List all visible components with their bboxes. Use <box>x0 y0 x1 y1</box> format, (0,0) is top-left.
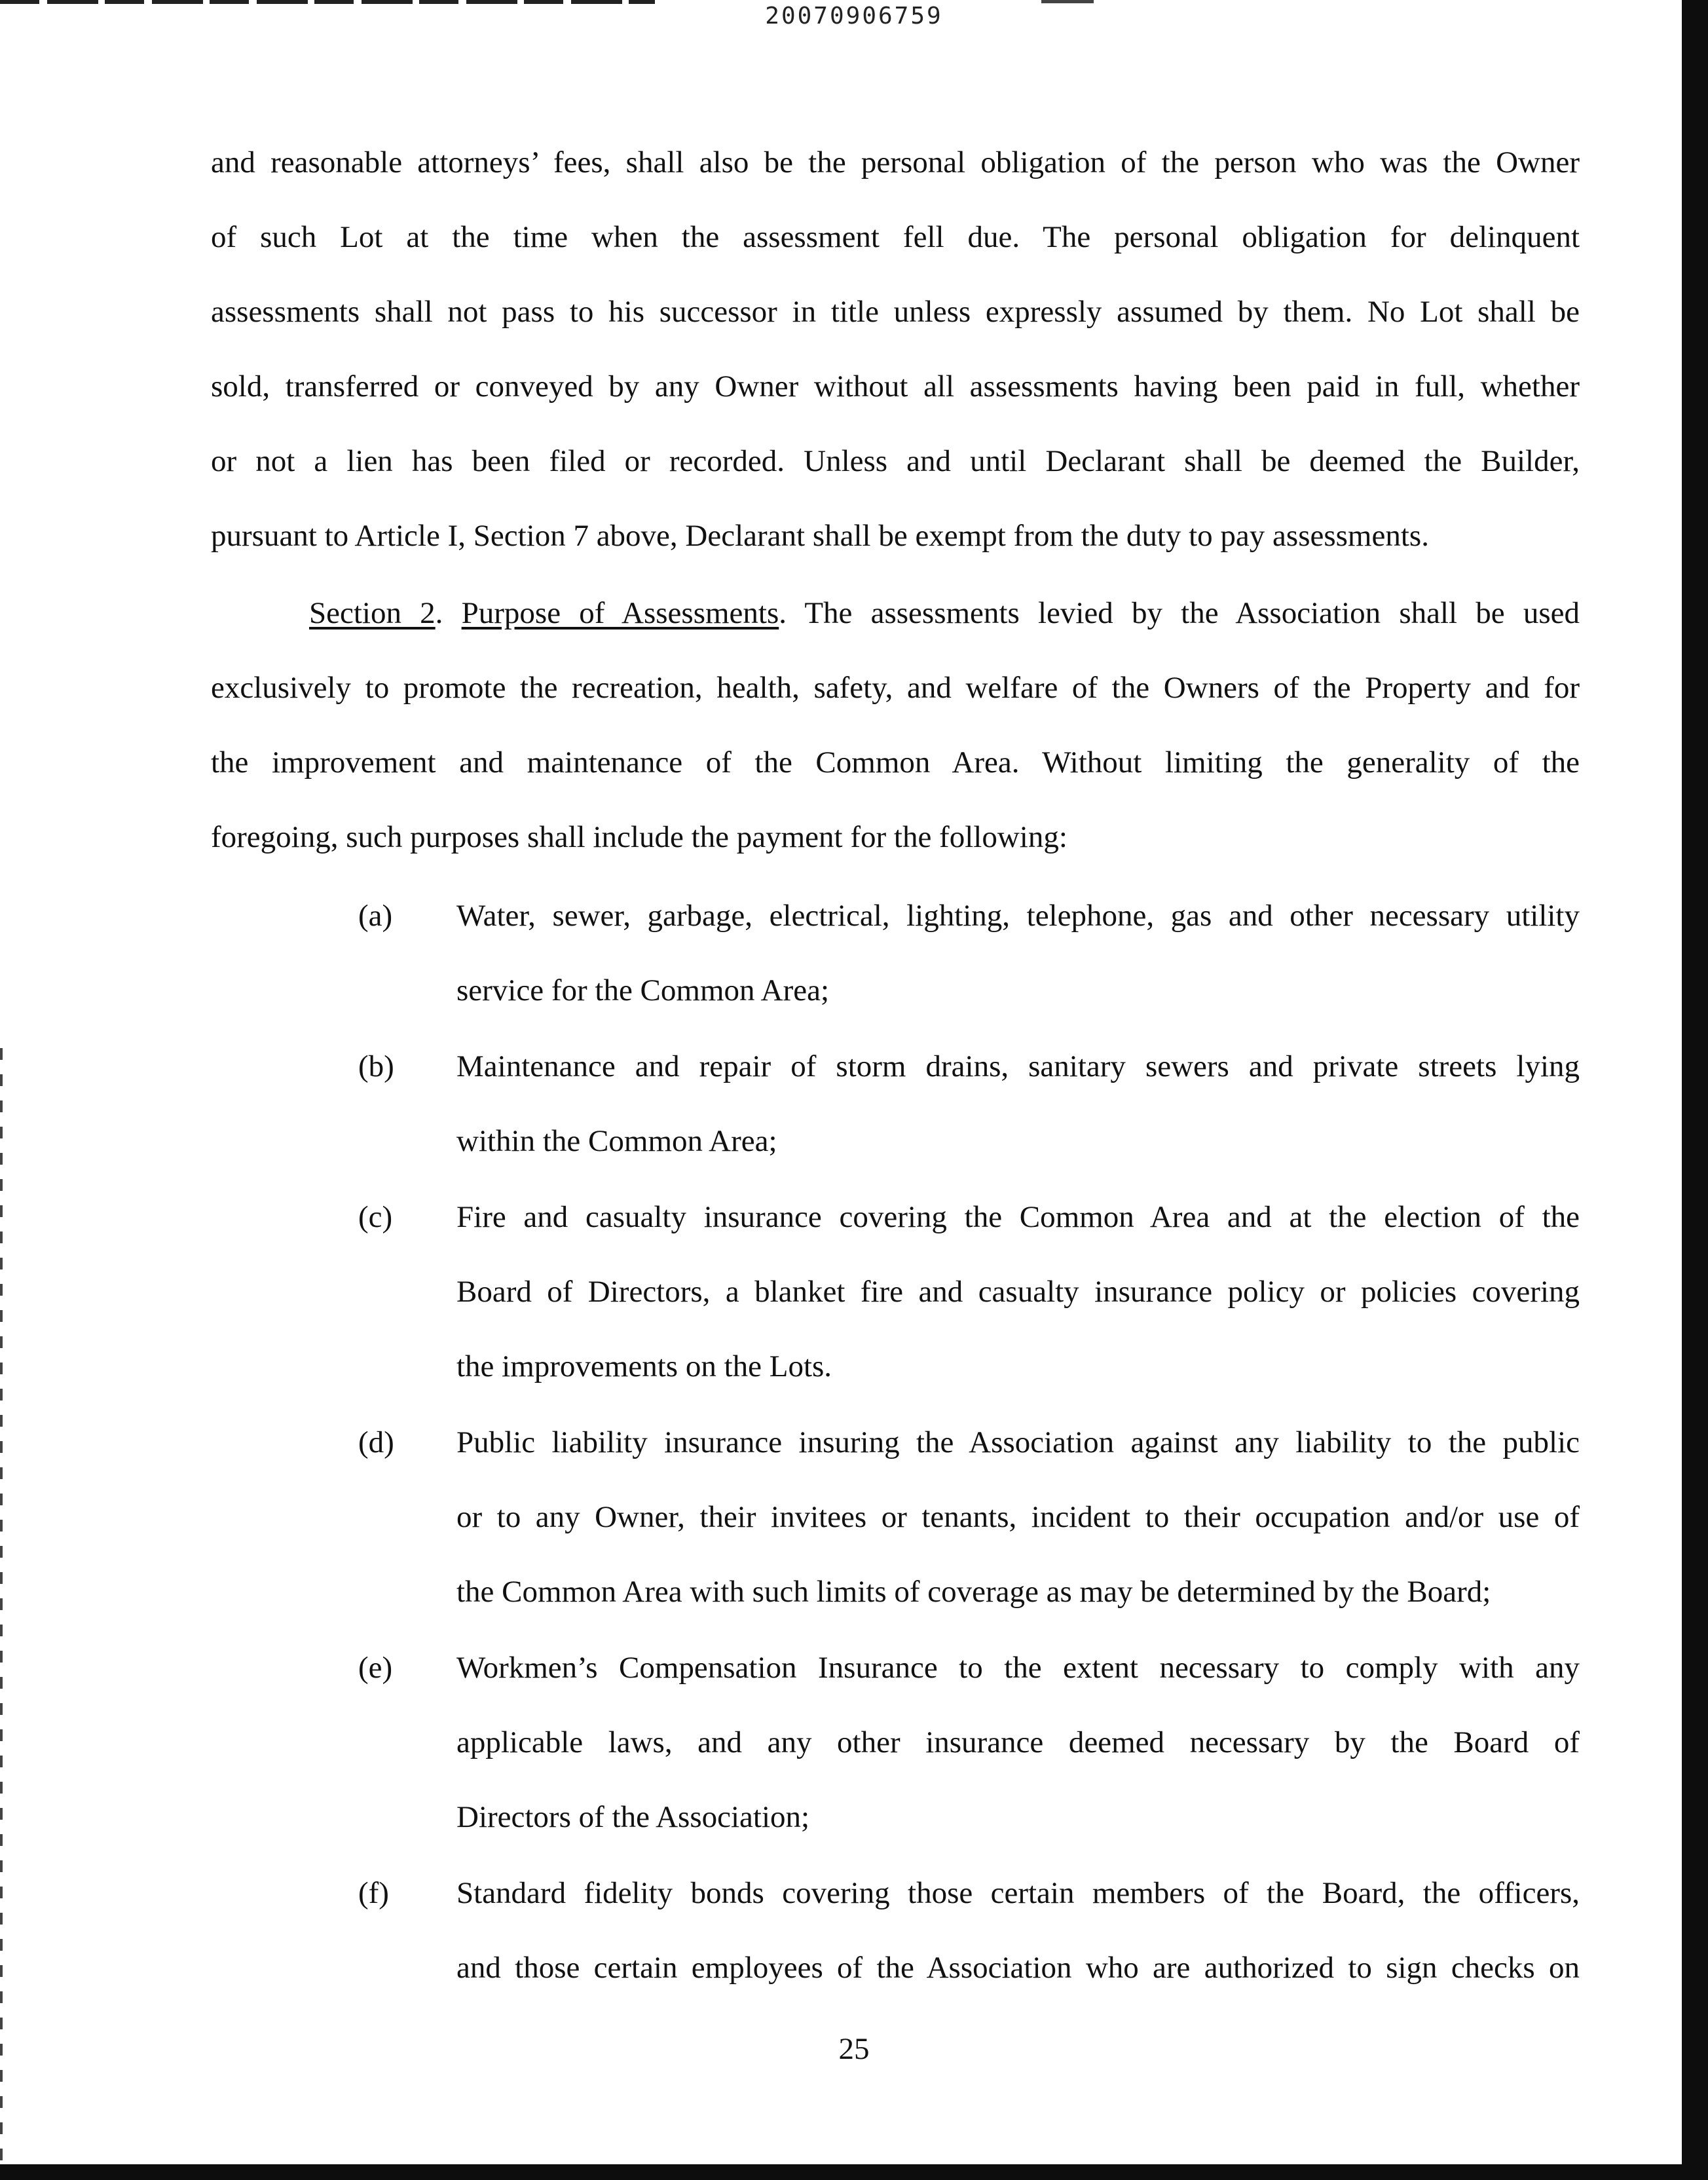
paragraph-line: of such Lot at the time when the assessment fell due. The personal obligation for delinquent <box>211 220 1580 254</box>
list-item-line: Workmen’s Compensation Insurance to the extent necessary to comply with any <box>456 1651 1580 1685</box>
list-item-line: Directors of the Association; <box>456 1800 810 1834</box>
list-item-line: Fire and casualty insurance covering the Common Area and at the election of the <box>456 1200 1580 1234</box>
section-2-first-line <box>309 593 1580 633</box>
list-item-line: and those certain employees of the Association who are authorized to sign checks on <box>456 1951 1580 1985</box>
list-item-label: (d) <box>358 1425 394 1459</box>
paragraph-line: and reasonable attorneys’ fees, shall also be the personal obligation of the person who was the Owner <box>211 145 1580 179</box>
list-item-line: within the Common Area; <box>456 1124 777 1158</box>
scan-bottom-edge <box>0 2164 1708 2180</box>
list-item-line: service for the Common Area; <box>456 973 830 1007</box>
list-item-label: (f) <box>358 1876 389 1910</box>
list-item-line: applicable laws, and any other insurance deemed necessary by the Board of <box>456 1725 1580 1759</box>
paragraph-line: foregoing, such purposes shall include the payment for the following: <box>211 820 1068 854</box>
list-item-line: or to any Owner, their invitees or tenants, incident to their occupation and/or use of <box>456 1500 1580 1534</box>
list-item-line: Water, sewer, garbage, electrical, lighting, telephone, gas and other necessary utility <box>456 899 1580 933</box>
paragraph-line: assessments shall not pass to his successor in title unless expressly assumed by them. No Lot shall be <box>211 295 1580 329</box>
list-item-label: (a) <box>358 899 393 933</box>
paragraph-line: the improvement and maintenance of the Common Area. Without limiting the generality of the <box>211 745 1580 780</box>
list-item-label: (b) <box>358 1049 394 1083</box>
paragraph-line: sold, transferred or conveyed by any Owner without all assessments having been paid in full, whether <box>211 369 1580 404</box>
section-label: Section 2 <box>309 596 436 630</box>
list-item-line: Standard fidelity bonds covering those certain members of the Board, the officers, <box>456 1876 1580 1910</box>
section-title: Purpose of Assessments <box>461 596 779 630</box>
paragraph-line: pursuant to Article I, Section 7 above, Declarant shall be exempt from the duty to pay assessments. <box>211 519 1429 553</box>
paragraph-line: exclusively to promote the recreation, health, safety, and welfare of the Owners of the Property and for <box>211 671 1580 705</box>
page-number: 25 <box>838 2032 870 2066</box>
section-first-line-text: . The assessments levied by the Association shall be used <box>779 596 1580 630</box>
paragraph-line: or not a lien has been filed or recorded. Unless and until Declarant shall be deemed the Builder, <box>211 444 1580 478</box>
section-separator: . <box>435 596 462 630</box>
list-item-line: Maintenance and repair of storm drains, sanitary sewers and private streets lying <box>456 1049 1580 1083</box>
list-item-line: the improvements on the Lots. <box>456 1349 832 1383</box>
list-item-line: the Common Area with such limits of coverage as may be determined by the Board; <box>456 1575 1491 1609</box>
list-item-line: Board of Directors, a blanket fire and casualty insurance policy or policies covering <box>456 1275 1580 1309</box>
list-item-line: Public liability insurance insuring the Association against any liability to the public <box>456 1425 1580 1459</box>
list-item-label: (c) <box>358 1200 393 1234</box>
scan-left-edge <box>0 1048 3 2162</box>
document-number: 20070906759 <box>765 3 943 29</box>
scan-right-edge <box>1682 0 1708 2180</box>
list-item-label: (e) <box>358 1651 393 1685</box>
